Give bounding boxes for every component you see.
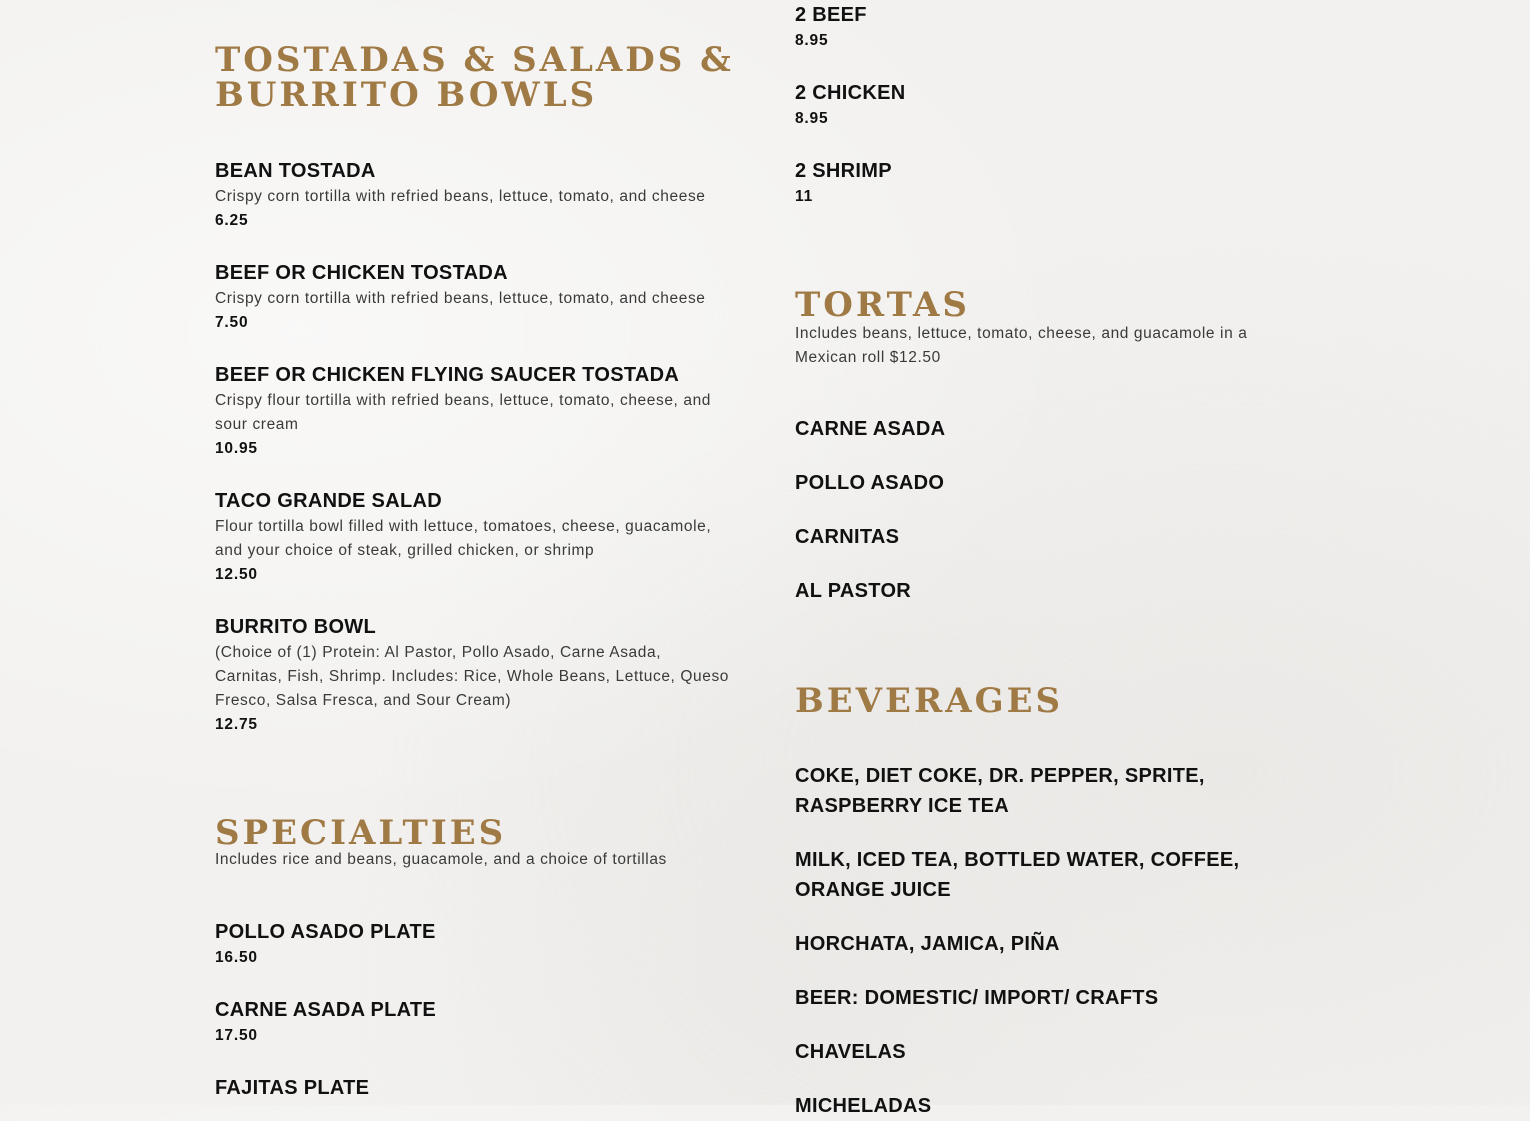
- section-beverages: [795, 681, 1265, 721]
- item-name: 2 CHICKEN: [795, 82, 906, 104]
- menu-item-fajitas-plate: [215, 1076, 745, 1100]
- item-description-line: Carnitas, Fish, Shrimp. Includes: Rice, Whole Beans, Lettuce, Queso: [215, 668, 730, 685]
- item-name: BEEF OR CHICKEN TOSTADA: [215, 262, 508, 284]
- item-price: 8.95: [795, 32, 829, 49]
- item-name: CARNITAS: [795, 526, 900, 548]
- section-title-specialties: SPECIALTIES: [215, 813, 507, 853]
- beverage-name-line: MILK, ICED TEA, BOTTLED WATER, COFFEE,: [795, 849, 1240, 871]
- item-description: Crispy corn tortilla with refried beans, lettuce, tomato, and cheese: [215, 188, 706, 205]
- item-price: 6.25: [215, 212, 249, 229]
- item-price: 8.95: [795, 110, 829, 127]
- section-description-line: Includes beans, lettuce, tomato, cheese, and guacamole in a: [795, 325, 1248, 342]
- beverage-item-micheladas: [795, 1091, 1265, 1121]
- menu-item-2-beef: [795, 3, 1265, 53]
- beverage-item-aguas-frescas: [795, 929, 1265, 959]
- item-price: 17.50: [215, 1027, 258, 1044]
- item-description: [215, 641, 745, 713]
- beverage-name-line: RASPBERRY ICE TEA: [795, 795, 1010, 817]
- section-title-line: TOSTADAS & SALADS &: [215, 40, 734, 80]
- beverage-item-chavelas: [795, 1037, 1265, 1067]
- item-name: 2 BEEF: [795, 4, 867, 26]
- item-description-line: and your choice of steak, grilled chicken, or shrimp: [215, 542, 595, 559]
- section-description: Includes rice and beans, guacamole, and a choice of tortillas: [215, 851, 667, 868]
- menu-item-taco-grande-salad: [215, 489, 745, 587]
- item-price: 12.75: [215, 716, 258, 733]
- item-description-line: Fresco, Salsa Fresca, and Sour Cream): [215, 692, 512, 709]
- beverage-item-milk-tea-water: [795, 845, 1265, 905]
- item-price: 11: [795, 188, 813, 205]
- menu-item-bean-tostada: [215, 159, 745, 233]
- item-price: 10.95: [215, 440, 258, 457]
- beverage-name: [795, 845, 1265, 905]
- item-name: CARNE ASADA PLATE: [215, 999, 437, 1021]
- item-description: [215, 389, 745, 437]
- item-description-line: Flour tortilla bowl filled with lettuce, tomatoes, cheese, guacamole,: [215, 518, 712, 535]
- item-name: CARNE ASADA: [795, 418, 946, 440]
- item-price: 7.50: [215, 314, 249, 331]
- item-description: Crispy corn tortilla with refried beans, lettuce, tomato, and cheese: [215, 290, 706, 307]
- item-price: 12.50: [215, 566, 258, 583]
- menu-item-2-shrimp: [795, 159, 1265, 209]
- beverage-name-line: ORANGE JUICE: [795, 879, 951, 901]
- menu-item-carne-asada-plate: [215, 998, 745, 1048]
- section-title-beverages: BEVERAGES: [795, 681, 1064, 721]
- item-description: [215, 515, 745, 563]
- torta-item-al-pastor: [795, 579, 1265, 603]
- section-description: [795, 322, 1265, 370]
- item-description-line: sour cream: [215, 416, 299, 433]
- item-name: TACO GRANDE SALAD: [215, 490, 442, 512]
- item-name: AL PASTOR: [795, 580, 912, 602]
- torta-item-pollo-asado: [795, 471, 1265, 495]
- beverage-item-beer: [795, 983, 1265, 1013]
- item-description-line: (Choice of (1) Protein: Al Pastor, Pollo Asado, Carne Asada,: [215, 644, 662, 661]
- item-name: FAJITAS PLATE: [215, 1077, 370, 1099]
- item-name: POLLO ASADO PLATE: [215, 921, 436, 943]
- beverage-name: [795, 761, 1265, 821]
- section-title-line: BURRITO BOWLS: [215, 75, 598, 115]
- item-price: 16.50: [215, 949, 258, 966]
- item-description-line: Crispy flour tortilla with refried beans, lettuce, tomato, cheese, and: [215, 392, 712, 409]
- beverage-name: BEER: DOMESTIC/ IMPORT/ CRAFTS: [795, 987, 1159, 1009]
- torta-item-carnitas: [795, 525, 1265, 549]
- menu-item-flying-saucer-tostada: [215, 363, 745, 461]
- menu-item-beef-or-chicken-tostada: [215, 261, 745, 335]
- beverage-name: HORCHATA, JAMICA, PIÑA: [795, 933, 1060, 955]
- section-tortas: [795, 285, 1265, 370]
- menu-item-pollo-asado-plate: [215, 920, 745, 970]
- item-name: BEEF OR CHICKEN FLYING SAUCER TOSTADA: [215, 364, 680, 386]
- beverage-name: CHAVELAS: [795, 1041, 906, 1063]
- item-name: 2 SHRIMP: [795, 160, 892, 182]
- item-name: BURRITO BOWL: [215, 616, 376, 638]
- item-name: BEAN TOSTADA: [215, 160, 376, 182]
- menu-item-burrito-bowl: [215, 615, 745, 737]
- beverage-name-line: COKE, DIET COKE, DR. PEPPER, SPRITE,: [795, 765, 1205, 787]
- section-specialties: [215, 813, 745, 872]
- section-title-tostadas: [215, 40, 745, 115]
- section-tostadas-salads-burrito-bowls: [215, 40, 745, 115]
- beverage-name: MICHELADAS: [795, 1095, 932, 1117]
- item-name: POLLO ASADO: [795, 472, 945, 494]
- section-title-tortas: TORTAS: [795, 285, 970, 325]
- section-description-line: Mexican roll $12.50: [795, 349, 941, 366]
- beverage-item-sodas: [795, 761, 1265, 821]
- menu-item-2-chicken: [795, 81, 1265, 131]
- torta-item-carne-asada: [795, 417, 1265, 441]
